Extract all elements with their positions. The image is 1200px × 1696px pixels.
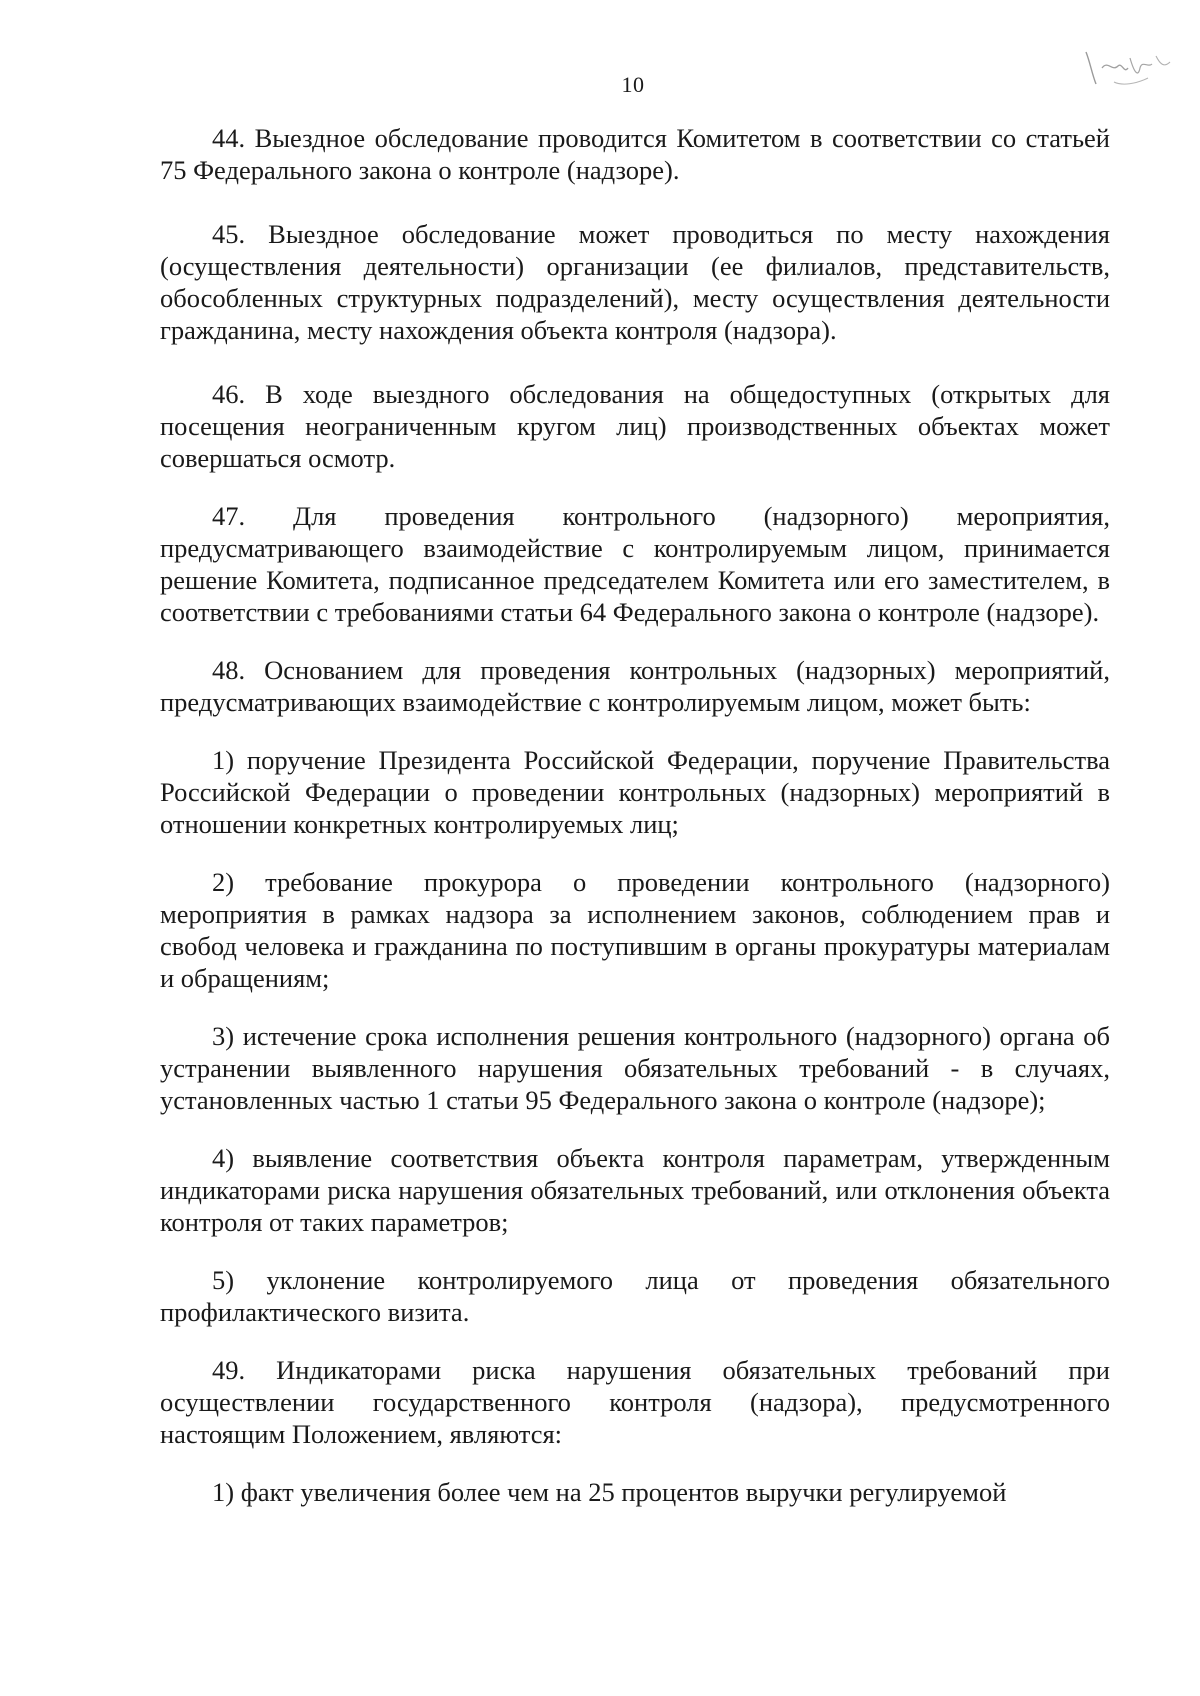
- document-body: [160, 122, 1110, 1508]
- paragraph-49: 49. Индикаторами риска нарушения обязательных требований при осуществлении государственного контроля (надзора), предусмотренного настоящим Положением, являются:: [160, 1355, 1110, 1449]
- handwritten-initials-mark: [1078, 38, 1178, 108]
- list-item-48-3: 3) истечение срока исполнения решения контрольного (надзорного) органа об устранении выявленного нарушения обязательных требований - в случаях, установленных частью 1 статьи 95 Федерального закона о контроле (надзоре);: [160, 1021, 1110, 1115]
- list-item-49-1: 1) факт увеличения более чем на 25 процентов выручки регулируемой: [212, 1477, 1007, 1507]
- paragraph-47: 47. Для проведения контрольного (надзорного) мероприятия, предусматривающего взаимодействие с контролируемым лицом, принимается решение Комитета, подписанное председателем Комитета или его заместителем, в соответствии с требованиями статьи 64 Федерального закона о контроле (надзоре).: [160, 501, 1110, 627]
- paragraph-45: 45. Выездное обследование может проводиться по месту нахождения (осуществления деятельности) организации (ее филиалов, представительств, обособленных структурных подразделений), месту осуществления деятельности гражданина, месту нахождения объекта контроля (надзора).: [160, 219, 1110, 345]
- list-item-48-4: 4) выявление соответствия объекта контроля параметрам, утвержденным индикаторами риска нарушения обязательных требований, или отклонения объекта контроля от таких параметров;: [160, 1143, 1110, 1237]
- list-item-48-5: 5) уклонение контролируемого лица от проведения обязательного профилактического визита.: [160, 1265, 1110, 1327]
- paragraph-48: 48. Основанием для проведения контрольных (надзорных) мероприятий, предусматривающих взаимодействие с контролируемым лицом, может быть:: [160, 655, 1110, 717]
- page-number: 10: [621, 72, 645, 97]
- list-item-48-2: 2) требование прокурора о проведении контрольного (надзорного) мероприятия в рамках надзора за исполнением законов, соблюдением прав и свобод человека и гражданина по поступившим в органы прокуратуры материалам и обращениям;: [160, 867, 1110, 993]
- list-item-48-1: 1) поручение Президента Российской Федерации, поручение Правительства Российской Федерации о проведении контрольных (надзорных) мероприятий в отношении конкретных контролируемых лиц;: [160, 745, 1110, 839]
- paragraph-46: 46. В ходе выездного обследования на общедоступных (открытых для посещения неограниченным кругом лиц) производственных объектах может совершаться осмотр.: [160, 379, 1110, 473]
- paragraph-44: 44. Выездное обследование проводится Комитетом в соответствии со статьей 75 Федерального закона о контроле (надзоре).: [160, 123, 1110, 185]
